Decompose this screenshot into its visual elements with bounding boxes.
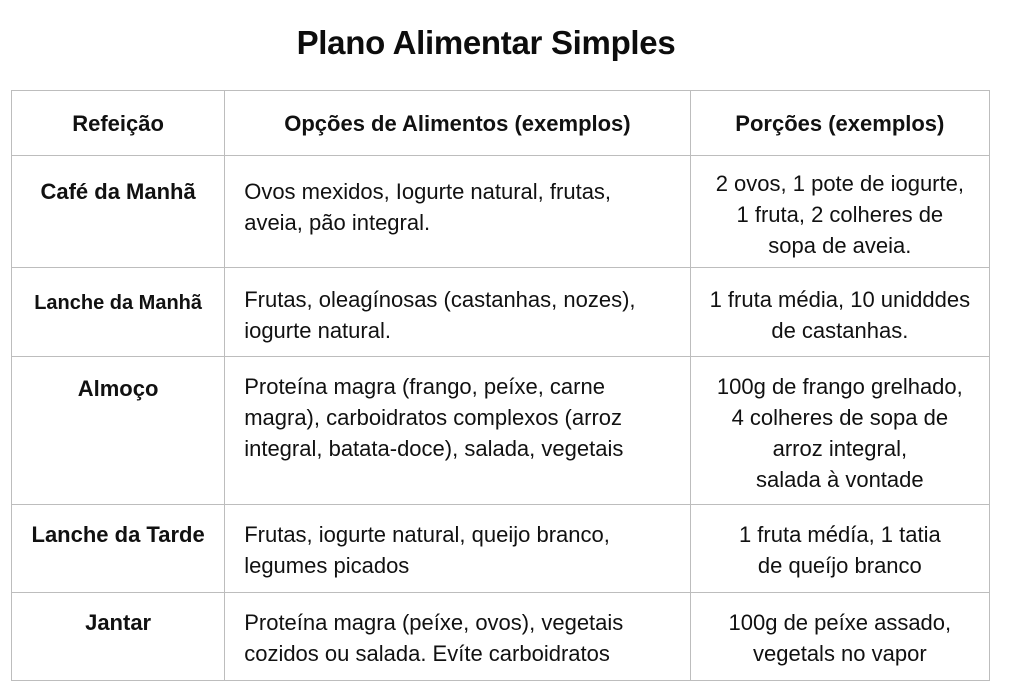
table-header-row xyxy=(12,91,990,156)
table-row xyxy=(12,505,990,593)
text-line: 2 ovos, 1 pote de iogurte, xyxy=(715,171,964,196)
header-portions: Porções (exemplos) xyxy=(690,91,989,156)
text-line: aveia, pão integral. xyxy=(244,210,431,235)
header-meal: Refeição xyxy=(12,91,225,156)
text-line: 1 fruta, 2 colheres de xyxy=(736,202,944,227)
page-title: Plano Alimentar Simples xyxy=(296,24,676,61)
meal-cell: Lanche da Tarde xyxy=(12,505,225,593)
food-options-cell xyxy=(225,268,690,357)
meal-cell: Almoço xyxy=(12,357,225,505)
meal-plan-table xyxy=(11,90,990,681)
text-line: sopa de aveia. xyxy=(768,233,912,258)
food-options-cell xyxy=(225,593,690,681)
table-row xyxy=(12,593,990,681)
header-food-options: Opções de Alimentos (exemplos) xyxy=(225,91,690,156)
text-line: salada à vontade xyxy=(756,467,924,492)
portions-cell xyxy=(690,156,989,268)
text-line: 4 colheres de sopa de xyxy=(731,405,949,430)
text-line: legumes picados xyxy=(244,553,410,578)
text-line: arroz integral, xyxy=(772,436,908,461)
text-line: Proteína magra (frango, peíxe, carne xyxy=(244,374,605,399)
text-line: integral, batata-doce), salada, vegetais xyxy=(244,436,624,461)
food-options-cell xyxy=(225,505,690,593)
food-options-cell xyxy=(225,156,690,268)
text-line: Proteína magra (peíxe, ovos), vegetais xyxy=(244,610,624,635)
text-line: cozidos ou salada. Evíte carboidratos xyxy=(244,641,610,666)
table-row xyxy=(12,357,990,505)
text-line: Frutas, oleagínosas (castanhas, nozes), xyxy=(244,287,636,312)
food-options-cell xyxy=(225,357,690,505)
portions-cell xyxy=(690,593,989,681)
table-row xyxy=(12,268,990,357)
meal-cell: Café da Manhã xyxy=(12,156,225,268)
text-line: iogurte natural. xyxy=(244,318,391,343)
text-line: magra), carboidratos complexos (arroz xyxy=(244,405,623,430)
portions-cell xyxy=(690,357,989,505)
text-line: 1 fruta média, 10 unidddes xyxy=(709,287,971,312)
portions-cell xyxy=(690,268,989,357)
text-line: 1 fruta médía, 1 tatia xyxy=(738,522,941,547)
text-line: de castanhas. xyxy=(771,318,909,343)
text-line: 100g de peíxe assado, xyxy=(728,610,952,635)
portions-cell xyxy=(690,505,989,593)
text-line: vegetals no vapor xyxy=(753,641,927,666)
text-line: de queíjo branco xyxy=(757,553,922,578)
table-row xyxy=(12,156,990,268)
meal-cell: Jantar xyxy=(12,593,225,681)
text-line: 100g de frango grelhado, xyxy=(716,374,963,399)
text-line: Frutas, iogurte natural, queijo branco, xyxy=(244,522,610,547)
meal-cell: Lanche da Manhã xyxy=(12,268,225,357)
text-line: Ovos mexidos, Iogurte natural, frutas, xyxy=(244,179,612,204)
